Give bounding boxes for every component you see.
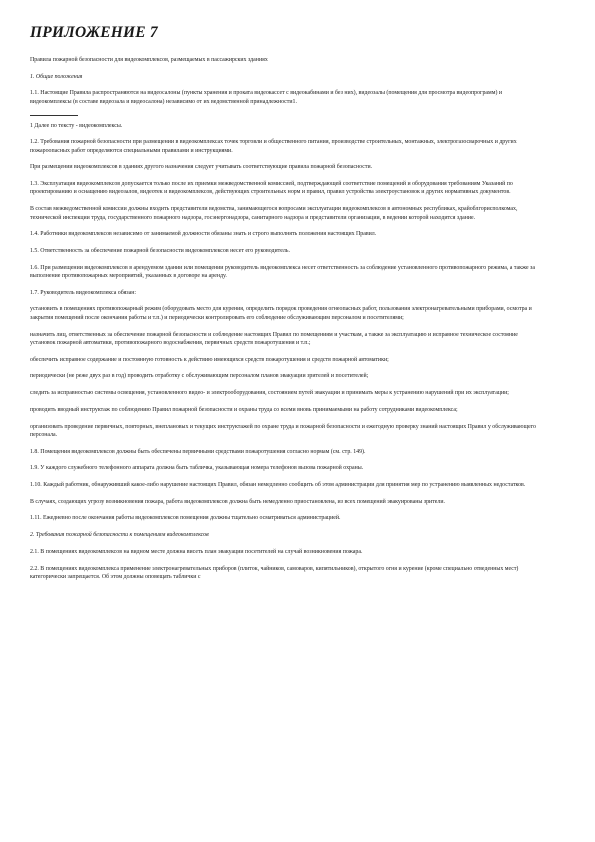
paragraph-1-2-note: При размещении видеокомплексов в зданиях другого назначения следует учитывать соответствующие правила пожарной безопасности. xyxy=(30,164,373,171)
section-1-heading: 1. Общие положения xyxy=(30,73,83,80)
paragraph-1-3: 1.3. Эксплуатация видеокомплексов допускается только после их приемки межведомственной комиссией, подтверждающей соответствие помещений и оборудования требованиям Указаний по проектированию и оснащению видеозалов, видеотек и видеокомплексов, действующих строительных норм и правил, правил устройства электроустановок и других нормативных документов. xyxy=(30,181,513,196)
paragraph-1-10-note: В случаях, создающих угрозу возникновения пожара, работа видеокомплексов должна быть немедленно приостановлена, из всех помещений эвакуированы зрители. xyxy=(30,498,445,505)
list-item-duty-4: периодически (не реже двух раз в год) проводить отработку с обслуживающим персоналом планов эвакуации зрителей и посетителей; xyxy=(30,373,369,380)
paragraph-1-10: 1.10. Каждый работник, обнаруживший какое-либо нарушение настоящих Правил, обязан немедленно сообщить об этом администрации для принятия мер по устранению выявленных недостатков. xyxy=(30,482,526,489)
paragraph-1-8: 1.8. Помещения видеокомплексов должны быть обеспечены первичными средствами пожаротушения согласно нормам (см. стр. 149). xyxy=(30,448,366,455)
footnote-separator xyxy=(30,115,78,116)
document-title: ПРИЛОЖЕНИЕ 7 xyxy=(30,24,158,41)
list-item-duty-1: установить в помещениях противопожарный режим (оборудовать место для курения, определить порядок проведения огнеопасных работ, пользования электронагревательными приборами, осмотра и закрытия помещений после окончания работы и т.п.) и периодически контролировать его соблюдение обслуживающим персоналом и посетителями; xyxy=(30,306,532,321)
section-2-heading: 2. Требования пожарной безопасности к помещениям видеокомплексов xyxy=(30,532,209,539)
paragraph-1-4: 1.4. Работники видеокомплексов независимо от занимаемой должности обязаны знать и строго выполнять положения настоящих Правил. xyxy=(30,231,377,238)
paragraph-1-11: 1.11. Ежедневно после окончания работы видеокомплексов помещения должны тщательно осматриваться администрацией. xyxy=(30,515,341,522)
paragraph-2-2: 2.2. В помещениях видеокомплекса применение электронагревательных приборов (плиток, чайников, самоваров, кипятильников), открытого огня и курение (кроме специально отведенных мест) категорически запрещается. Об этом должны оповещать таблички с xyxy=(30,565,519,580)
paragraph-1-3-commission: В состав межведомственной комиссии должны входить представители ведомства, занимающегося вопросами эксплуатации видеокомплексов в автономных республиках, крайоблгорисполкомах, технической инспекции труда, государственного пожарного надзора, госэнергонадзора, санитарного надзора и представители организации, в ведении которой находится здание. xyxy=(30,206,518,221)
list-item-duty-3: обеспечить исправное содержание и постоянную готовность к действию имеющихся средств пожаротушения и средств пожарной автоматики; xyxy=(30,356,389,363)
list-item-duty-6: проводить вводный инструктаж по соблюдению Правил пожарной безопасности и охраны труда со всеми вновь принимаемыми на работу сотрудниками видеокомплекса; xyxy=(30,406,458,413)
list-item-duty-2: назначить лиц, ответственных за обеспечение пожарной безопасности и соблюдение настоящих Правил по помещениям и участкам, а также за эксплуатацию и исправное техническое состояние установок пожарной автоматики, противопожарного водоснабжения, первичных средств пожаротушения и т.п.; xyxy=(30,331,518,346)
rules-heading: Правила пожарной безопасности для видеокомплексов, размещаемых в пассажирских зданиях xyxy=(30,57,268,63)
paragraph-1-5: 1.5. Ответственность за обеспечение пожарной безопасности видеокомплексов несет его руководитель. xyxy=(30,247,290,254)
paragraph-1-2: 1.2. Требования пожарной безопасности при размещении в видеокомплексах точек торговли и общественного питания, производстве строительных, монтажных, электрогазосварочных и других пожароопасных работ определяются специальными правилами и инструкциями. xyxy=(30,139,517,154)
paragraph-2-1: 2.1. В помещениях видеокомплексов на видном месте должна висеть план эвакуации посетителей на случай возникновения пожара. xyxy=(30,548,363,555)
paragraph-1-6: 1.6. При размещении видеокомплексов в арендуемом здании или помещении руководитель видеокомплекса несет ответственность за соблюдение установленного противопожарного режима, а также за выполнение противопожарных мероприятий, указанных в договоре на аренду. xyxy=(30,264,535,280)
list-item-duty-5: следить за исправностью системы освещения, установленного видео- и электрооборудования, состоянием путей эвакуации и принимать меры к устранению нарушений при их эксплуатации; xyxy=(30,390,509,397)
list-item-duty-7: организовать проведение первичных, повторных, внеплановых и текущих инструктажей по охране труда и пожарной безопасности и ежегодную проверку знаний настоящих Правил у обслуживающего персонала. xyxy=(30,423,536,438)
paragraph-1-7: 1.7. Руководитель видеокомплекса обязан: xyxy=(30,289,137,296)
footnote: 1 Далее по тексту - видеокомплексы. xyxy=(30,122,123,129)
paragraph-1-1: 1.1. Настоящие Правила распространяются на видеосалоны (пункты хранения и проката видеокассет с видеокабинами и без них), видеозалы (помещения для просмотра видеопрограмм) и видеокомплексы (в составе видеозала и видеосалона) независимо от их ведомственной принадлежности1. xyxy=(30,90,503,105)
paragraph-1-9: 1.9. У каждого служебного телефонного аппарата должна быть табличка, указывающая номера телефонов вызова пожарной охраны. xyxy=(30,465,364,472)
